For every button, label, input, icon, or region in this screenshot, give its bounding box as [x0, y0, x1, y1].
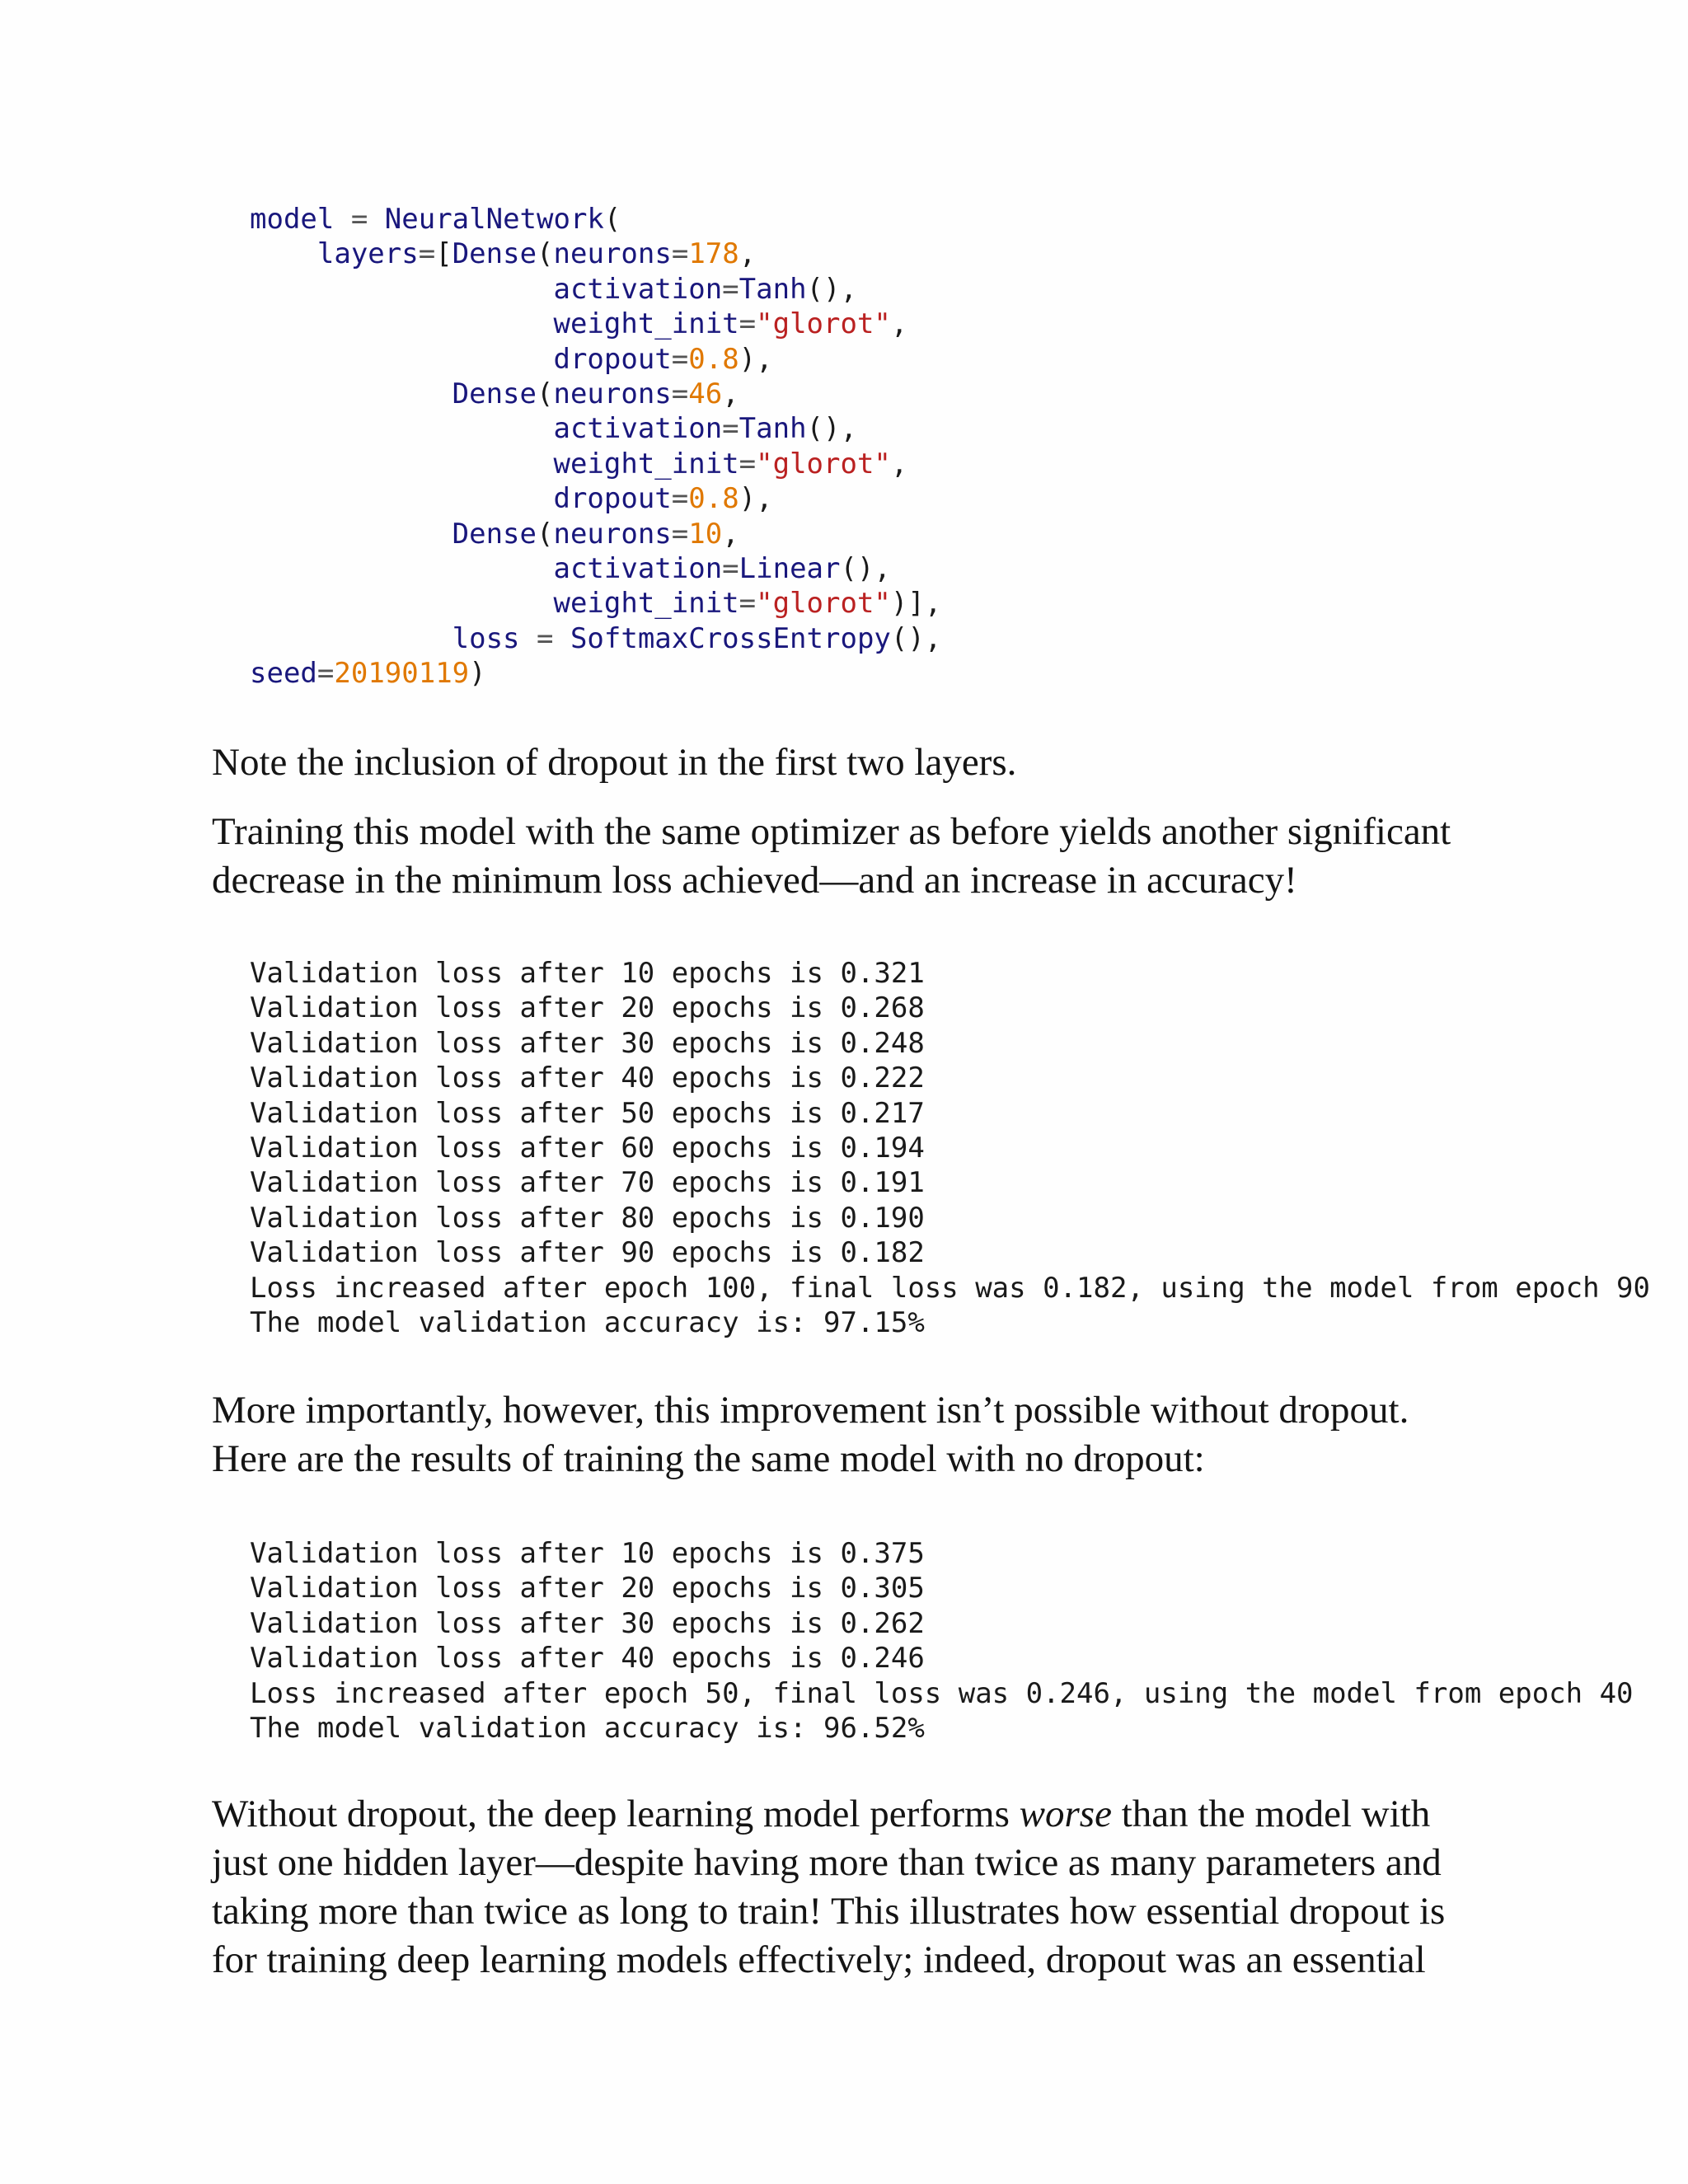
code-token: weight_init: [553, 307, 739, 341]
code-token: [250, 587, 553, 620]
code-token: activation: [553, 552, 723, 586]
training-log-with-dropout: [250, 956, 1650, 1340]
code-token: [: [435, 237, 452, 271]
code-token: 10: [688, 517, 723, 551]
code-line: [250, 587, 941, 620]
code-token: ): [469, 657, 486, 691]
code-token: seed: [250, 657, 317, 691]
code-token: [250, 307, 553, 340]
code-token: dropout: [553, 342, 672, 376]
code-token: [250, 237, 317, 270]
conclusion-text-before: Without dropout, the deep learning model performs: [212, 1793, 1020, 1835]
code-token: model: [250, 203, 335, 236]
code-line: [250, 307, 907, 340]
code-token: "glorot": [756, 447, 891, 480]
code-token: Dense: [452, 517, 537, 551]
code-token: =: [738, 587, 757, 621]
code-token: neurons: [553, 237, 672, 271]
log-line: Loss increased after epoch 50, final loss was 0.246, using the model from epoch 40: [250, 1676, 1634, 1710]
code-token: weight_init: [553, 447, 739, 480]
code-token: =: [316, 657, 335, 691]
code-token: 0.8: [688, 342, 739, 376]
code-token: [250, 273, 553, 306]
code-token: (: [537, 237, 554, 271]
code-token: ),: [738, 482, 773, 516]
code-line: [250, 657, 486, 690]
code-token: =: [722, 272, 739, 306]
code-token: ,: [890, 447, 908, 480]
log-line: Validation loss after 30 epochs is 0.262: [250, 1606, 925, 1640]
code-line: [250, 343, 773, 376]
log-line: Validation loss after 80 epochs is 0.190: [250, 1201, 925, 1235]
conclusion-text-after: than the model with just one hidden layer—despite having more than twice as many parameters and taking more than twice as long to train! This illustrates how essential dropout is for training deep learning models effectively; indeed, dropout was an essential: [212, 1793, 1446, 1981]
log-line: Validation loss after 50 epochs is 0.217: [250, 1096, 925, 1130]
log-line: Validation loss after 40 epochs is 0.246: [250, 1642, 925, 1675]
log-line: Validation loss after 60 epochs is 0.194: [250, 1132, 925, 1165]
log-line: Validation loss after 90 epochs is 0.182: [250, 1236, 925, 1270]
code-token: 20190119: [334, 657, 470, 691]
paragraph-no-dropout-intro: More importantly, however, this improvement isn’t possible without dropout. Here are the results of training the same model with no dropout:: [212, 1389, 1409, 1480]
code-token: [250, 622, 452, 655]
code-token: 0.8: [688, 482, 739, 516]
code-line: [250, 482, 773, 515]
log-line: Validation loss after 20 epochs is 0.268: [250, 991, 925, 1025]
code-token: (: [537, 517, 554, 551]
code-line: [250, 237, 756, 270]
code-token: ,: [890, 307, 908, 341]
code-token: "glorot": [756, 587, 891, 621]
paragraph-dropout-note: Note the inclusion of dropout in the first two layers.: [212, 741, 1017, 784]
code-line: [250, 552, 891, 585]
code-token: (),: [806, 272, 857, 306]
code-token: )],: [890, 587, 942, 621]
code-token: [250, 377, 452, 410]
code-token: activation: [553, 412, 723, 446]
log-line: Validation loss after 10 epochs is 0.321: [250, 957, 925, 990]
code-token: ,: [738, 237, 757, 271]
code-token: (),: [806, 412, 857, 446]
code-token: [250, 552, 553, 585]
code-token: ,: [722, 517, 739, 551]
code-token: =: [519, 621, 570, 655]
code-line: [250, 412, 857, 445]
code-line: [250, 377, 739, 410]
code-token: [250, 343, 553, 376]
code-token: Tanh: [738, 272, 807, 306]
code-token: NeuralNetwork: [384, 203, 604, 236]
code-token: (: [603, 203, 621, 236]
code-line: [250, 273, 857, 306]
code-token: =: [738, 307, 757, 341]
conclusion-emphasis: worse: [1019, 1793, 1112, 1835]
code-listing-model: [250, 202, 941, 691]
log-line: Validation loss after 10 epochs is 0.375: [250, 1537, 925, 1570]
code-token: neurons: [553, 517, 672, 551]
code-token: Tanh: [738, 412, 807, 446]
code-token: (),: [890, 621, 942, 655]
code-token: [250, 482, 553, 515]
code-token: neurons: [553, 377, 672, 411]
training-log-without-dropout: [250, 1536, 1634, 1746]
log-line: Validation loss after 70 epochs is 0.191: [250, 1166, 925, 1200]
code-token: =: [671, 377, 689, 411]
code-token: ),: [738, 342, 773, 376]
code-token: activation: [553, 272, 723, 306]
code-token: (),: [840, 552, 891, 586]
code-token: =: [671, 517, 689, 551]
log-line: Validation loss after 20 epochs is 0.305: [250, 1572, 925, 1605]
code-token: =: [671, 237, 689, 271]
code-token: =: [722, 552, 739, 586]
log-line: The model validation accuracy is: 97.15%: [250, 1306, 925, 1340]
code-line: [250, 622, 941, 655]
log-line: Validation loss after 30 epochs is 0.248: [250, 1026, 925, 1060]
code-token: =: [671, 342, 689, 376]
code-token: layers: [316, 237, 419, 271]
log-line: Loss increased after epoch 100, final loss was 0.182, using the model from epoch 90: [250, 1271, 1650, 1305]
code-line: [250, 203, 621, 236]
code-token: (: [537, 377, 554, 411]
code-token: =: [738, 447, 757, 480]
paragraph-training-result: Training this model with the same optimizer as before yields another significant decrease in the minimum loss achieved—and an increase in accuracy!: [212, 810, 1451, 902]
code-token: SoftmaxCrossEntropy: [570, 621, 891, 655]
code-token: weight_init: [553, 587, 739, 621]
code-token: Dense: [452, 377, 537, 411]
code-token: =: [334, 203, 385, 236]
code-token: =: [671, 482, 689, 516]
code-token: 178: [688, 237, 739, 271]
code-token: Dense: [452, 237, 537, 271]
code-line: [250, 448, 907, 480]
code-token: Linear: [738, 552, 841, 586]
code-token: loss: [452, 621, 520, 655]
code-token: "glorot": [756, 307, 891, 341]
code-line: [250, 518, 739, 551]
code-token: =: [722, 412, 739, 446]
code-token: [250, 518, 452, 551]
log-line: Validation loss after 40 epochs is 0.222: [250, 1062, 925, 1095]
code-token: [250, 448, 553, 480]
code-token: dropout: [553, 482, 672, 516]
code-token: [250, 412, 553, 445]
log-line: The model validation accuracy is: 96.52%: [250, 1712, 925, 1746]
code-token: 46: [688, 377, 723, 411]
code-token: ,: [722, 377, 739, 411]
paragraph-conclusion: [212, 1790, 1481, 1985]
code-token: =: [418, 237, 436, 271]
